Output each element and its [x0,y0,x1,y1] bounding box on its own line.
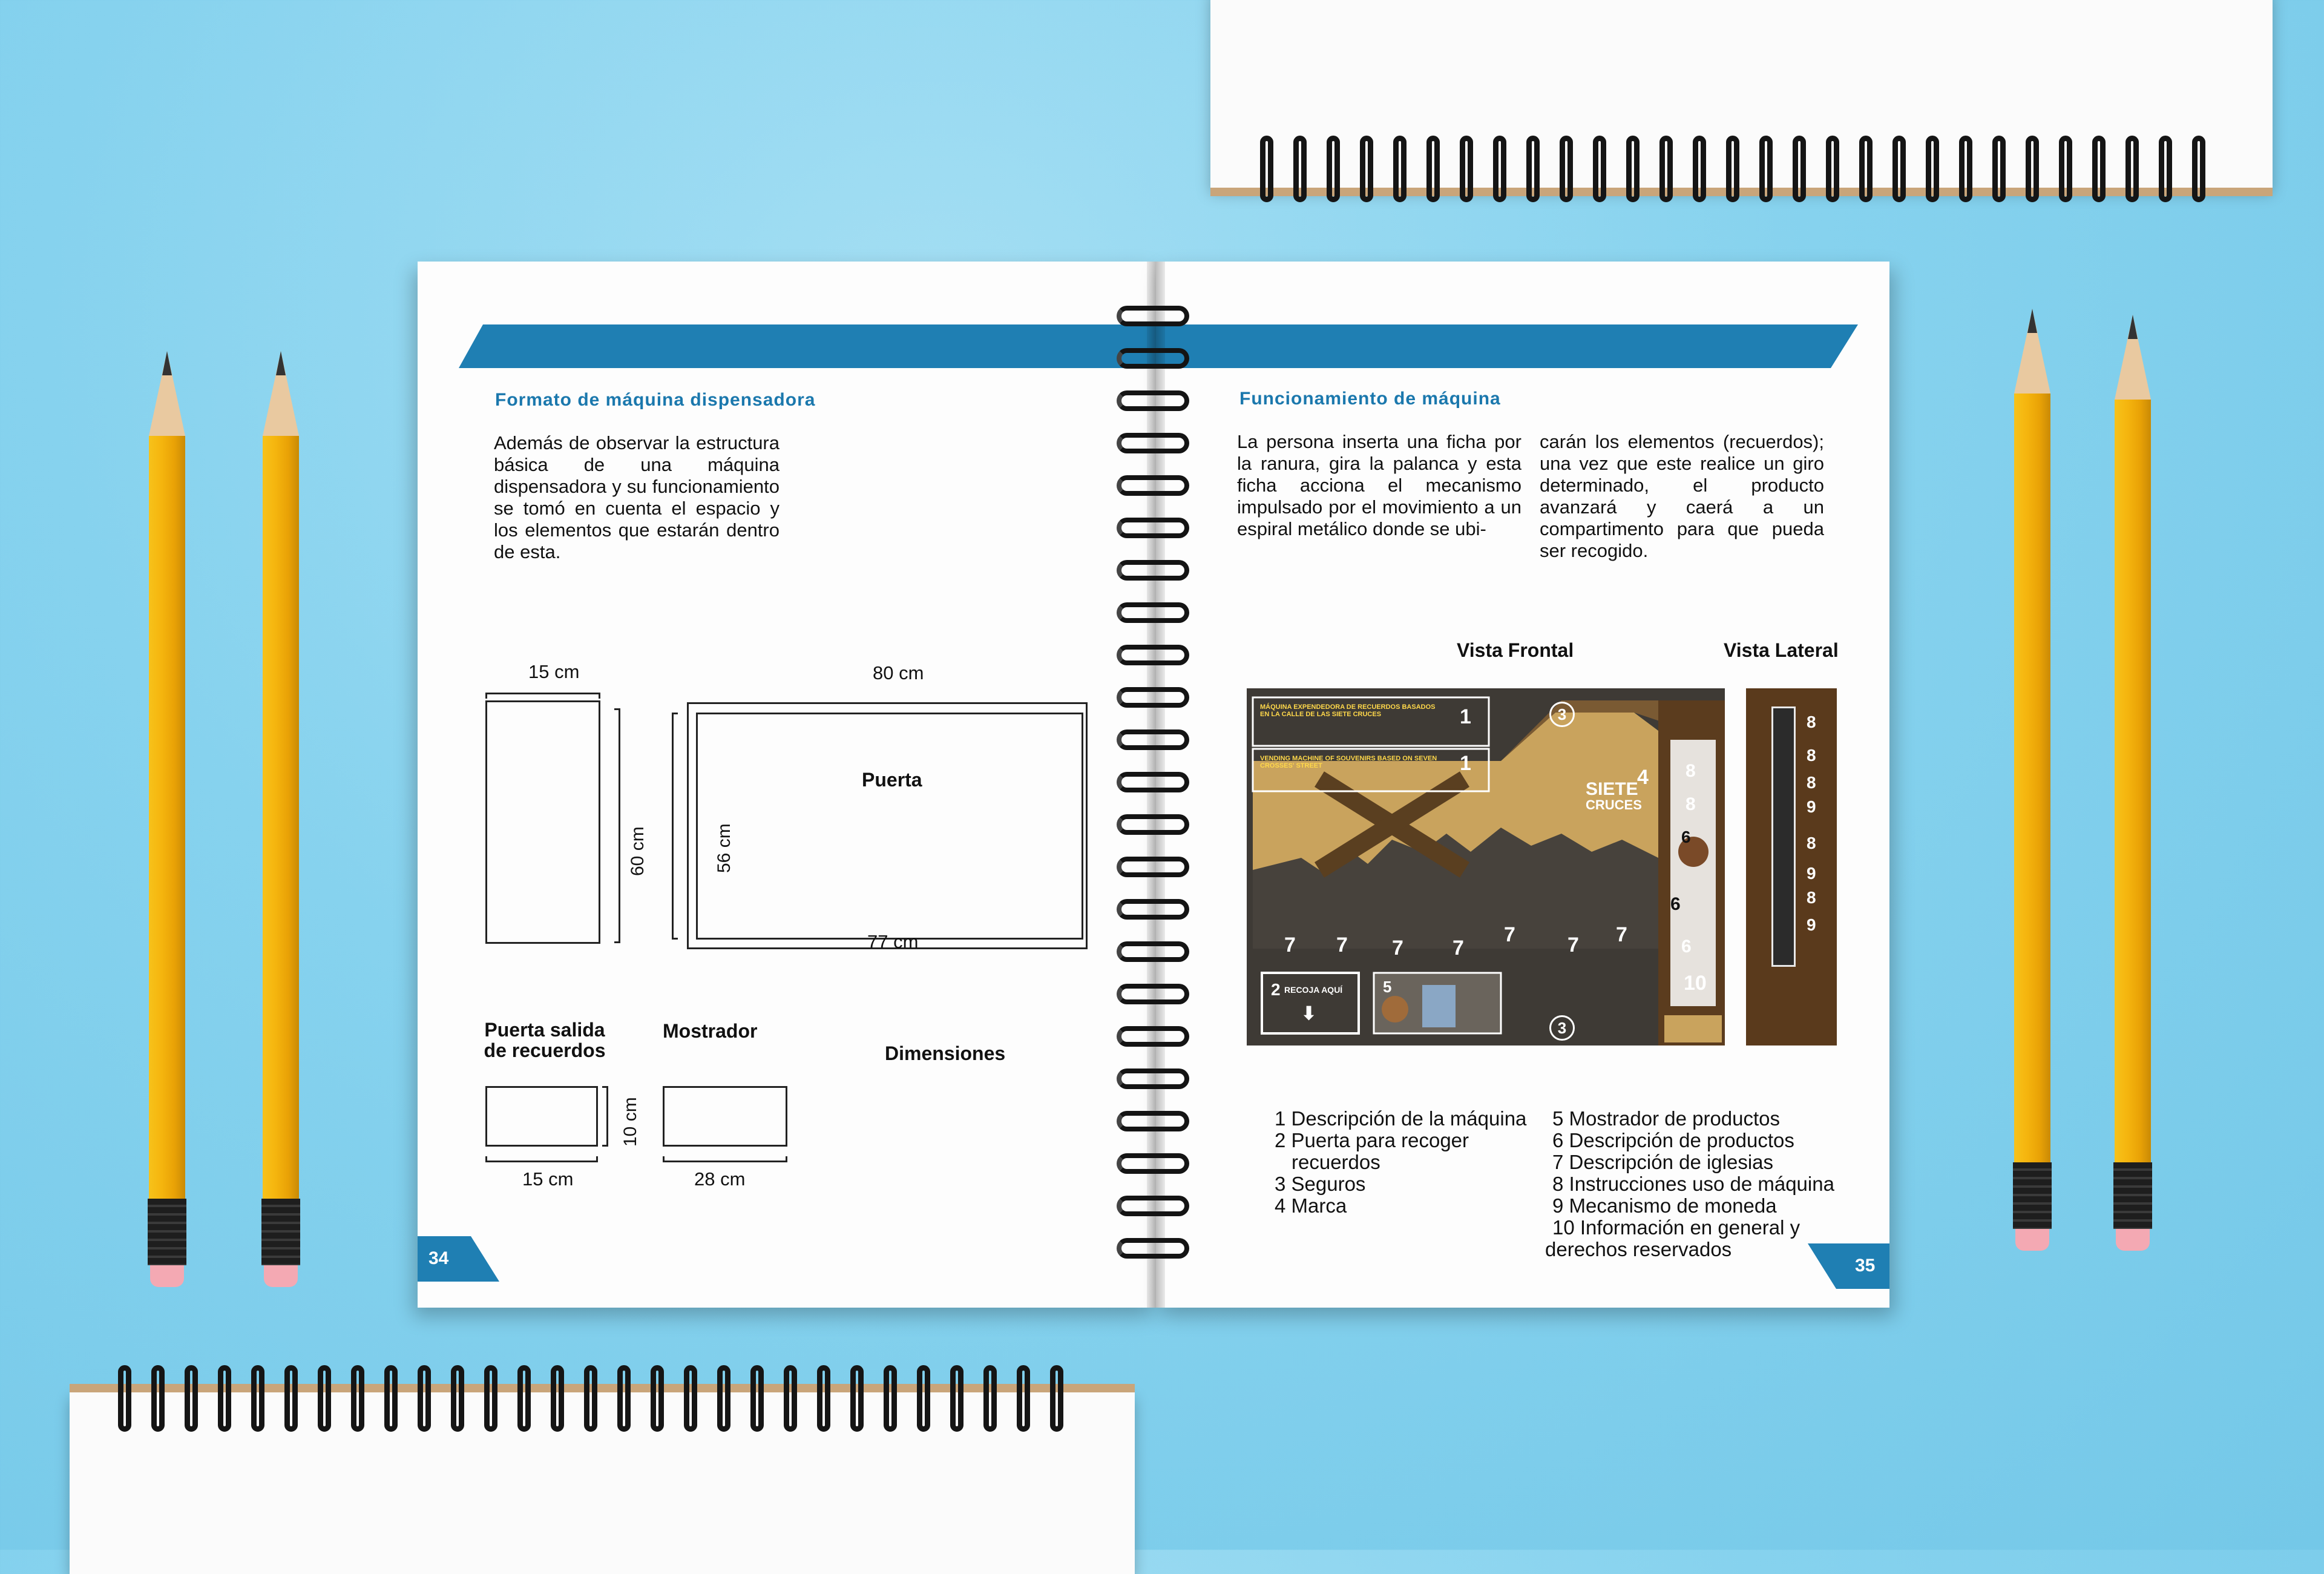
arrow-down-icon: ⬇ [1301,1004,1317,1024]
machine-num-6c: 6 [1681,937,1692,957]
side-num-8b: 8 [1807,746,1816,765]
machine-num-3-bottom: 3 [1549,1015,1575,1041]
left-page-number: 34 [428,1248,449,1268]
vista-lateral-label: Vista Lateral [1724,639,1839,661]
machine-num-1b: 1 [1460,752,1471,775]
spine-coil [1117,1196,1189,1216]
dim-line-10 [602,1086,608,1147]
legend-item-6: 6 Descripción de productos [1552,1129,1794,1151]
vista-frontal-label: Vista Frontal [1457,639,1574,661]
puerta-label: Puerta [862,769,922,791]
left-page [418,262,1156,1308]
spine-coil [1117,1153,1189,1174]
display-rect-inner [696,713,1083,940]
machine-front-view [1247,688,1725,1045]
machine-num-10: 10 [1684,972,1707,995]
puerta-salida-label: Puerta salida de recuerdos [484,1019,606,1061]
dim-10: 10 cm [620,1097,640,1147]
spine-coil [1117,984,1189,1004]
side-num-8c: 8 [1807,773,1816,792]
right-heading: Funcionamiento de máquina [1239,389,1501,409]
legend-item-2: 2 Puerta para recoger [1275,1129,1469,1151]
side-panel-strip [1771,706,1796,967]
brand-cruces: CRUCES [1586,797,1642,812]
spine-coil [1117,899,1189,920]
legend-item-3: 3 Seguros [1275,1173,1366,1195]
door-side-rect-inner [485,693,600,699]
machine-num-3-top: 3 [1549,702,1575,727]
dim-line-56 [672,713,678,940]
side-num-9c: 9 [1807,915,1816,934]
spine-coil [1117,1026,1189,1047]
side-num-8d: 8 [1807,834,1816,852]
brand-siete: SIETE [1586,779,1638,799]
machine-num-7g: 7 [1616,923,1627,946]
machine-num-8b: 8 [1686,794,1696,814]
dim-line-15b [485,1156,598,1162]
left-paragraph: Además de observar la estructura básica de una máquina dispensadora y su funcionamiento se tomó en cuenta el espacio y los elementos que estarán dentro de esta. [494,432,780,562]
machine-title-en: VENDING MACHINE OF SOUVENIRS BASED ON SEVEN CROSSES' STREET [1260,755,1437,769]
right-paragraph-col2: carán los elementos (recuerdos); una vez que este realice un giro determinado, el producto avanzará y caerá a un compartimento para que pueda ser recogido. [1540,431,1824,561]
dim-77: 77 cm [867,931,919,952]
dim-line-60 [614,708,620,943]
legend-item-10b: derechos reservados [1545,1238,1732,1260]
spine-coil [1117,941,1189,962]
machine-num-7a: 7 [1284,934,1296,957]
machine-num-4: 4 [1637,766,1649,789]
notebook-top-right-spiral [1260,136,2225,202]
dim-60: 60 cm [628,826,648,876]
spine-coil [1117,518,1189,538]
machine-num-7c: 7 [1392,937,1403,960]
left-banner [459,324,1161,368]
spine-coil [1117,729,1189,750]
spine-coil [1117,814,1189,835]
spine-coil [1117,1111,1189,1131]
spine-coil [1117,433,1189,453]
small-rect-2 [663,1086,787,1147]
right-banner [1156,324,1858,368]
mostrador-label: Mostrador [663,1020,758,1042]
legend-item-4: 4 Marca [1275,1194,1347,1217]
dimensiones-label: Dimensiones [885,1042,1006,1064]
dim-80: 80 cm [873,662,924,683]
left-heading: Formato de máquina dispensadora [495,390,816,410]
spine-coil [1117,772,1189,792]
legend-item-9: 9 Mecanismo de moneda [1552,1194,1777,1217]
side-num-8a: 8 [1807,713,1816,731]
dim-28: 28 cm [694,1168,746,1190]
side-num-8e: 8 [1807,888,1816,907]
legend-item-10: 10 Información en general y [1552,1216,1800,1239]
dim-15-bottom: 15 cm [522,1168,574,1190]
spine-coil [1117,348,1189,369]
door-side-rect [485,700,600,944]
machine-num-1a: 1 [1460,705,1471,728]
spine-coil [1117,1238,1189,1259]
machine-title-es: MÁQUINA EXPENDEDORA DE RECUERDOS BASADOS EN LA CALLE DE LAS SIETE CRUCES [1260,703,1436,718]
recoja-aqui-label: RECOJA AQUÍ [1284,985,1343,995]
notebook-bottom-left-spiral [118,1365,1083,1432]
legend-right [1545,1107,1834,1260]
machine-num-6a: 6 [1681,828,1691,846]
dim-line-28 [663,1156,787,1162]
right-page-number: 35 [1855,1256,1876,1276]
spine-coil [1117,560,1189,581]
legend-item-2b: recuerdos [1292,1151,1380,1173]
side-num-9b: 9 [1807,864,1816,883]
right-page-number-tab [1808,1243,1889,1289]
machine-num-7f: 7 [1567,934,1579,957]
spine-coil [1117,475,1189,496]
spine-coil [1117,687,1189,708]
legend-item-1: 1 Descripción de la máquina [1275,1107,1527,1130]
machine-num-7e: 7 [1504,923,1515,946]
spine-coil [1117,390,1189,411]
small-rect-1 [485,1086,598,1147]
legend-item-5: 5 Mostrador de productos [1552,1107,1781,1130]
machine-num-6b: 6 [1670,894,1681,914]
machine-num-5: 5 [1383,978,1392,996]
machine-num-7d: 7 [1452,937,1464,960]
machine-num-2: 2 [1271,980,1281,999]
legend-left [1275,1108,1526,1217]
machine-num-8a: 8 [1686,761,1696,781]
legend-item-8: 8 Instrucciones uso de máquina [1552,1173,1834,1195]
dim-56: 56 cm [714,823,734,873]
spine-coil [1117,1069,1189,1089]
spine-coil [1117,306,1189,326]
spine-coil [1117,602,1189,623]
side-num-9a: 9 [1807,797,1816,816]
dim-15-top: 15 cm [528,661,580,682]
spine-coil [1117,857,1189,877]
legend-item-7: 7 Descripción de iglesias [1552,1151,1774,1173]
machine-num-7b: 7 [1336,934,1348,957]
right-page [1156,262,1889,1308]
spine-coil [1117,645,1189,665]
right-paragraph-col1: La persona inserta una ficha por la ranura, gira la palanca y esta ficha acciona el mecanismo impulsado por el movimiento a un espiral metálico donde se ubi- [1237,431,1521,539]
machine-side-view [1746,688,1837,1045]
